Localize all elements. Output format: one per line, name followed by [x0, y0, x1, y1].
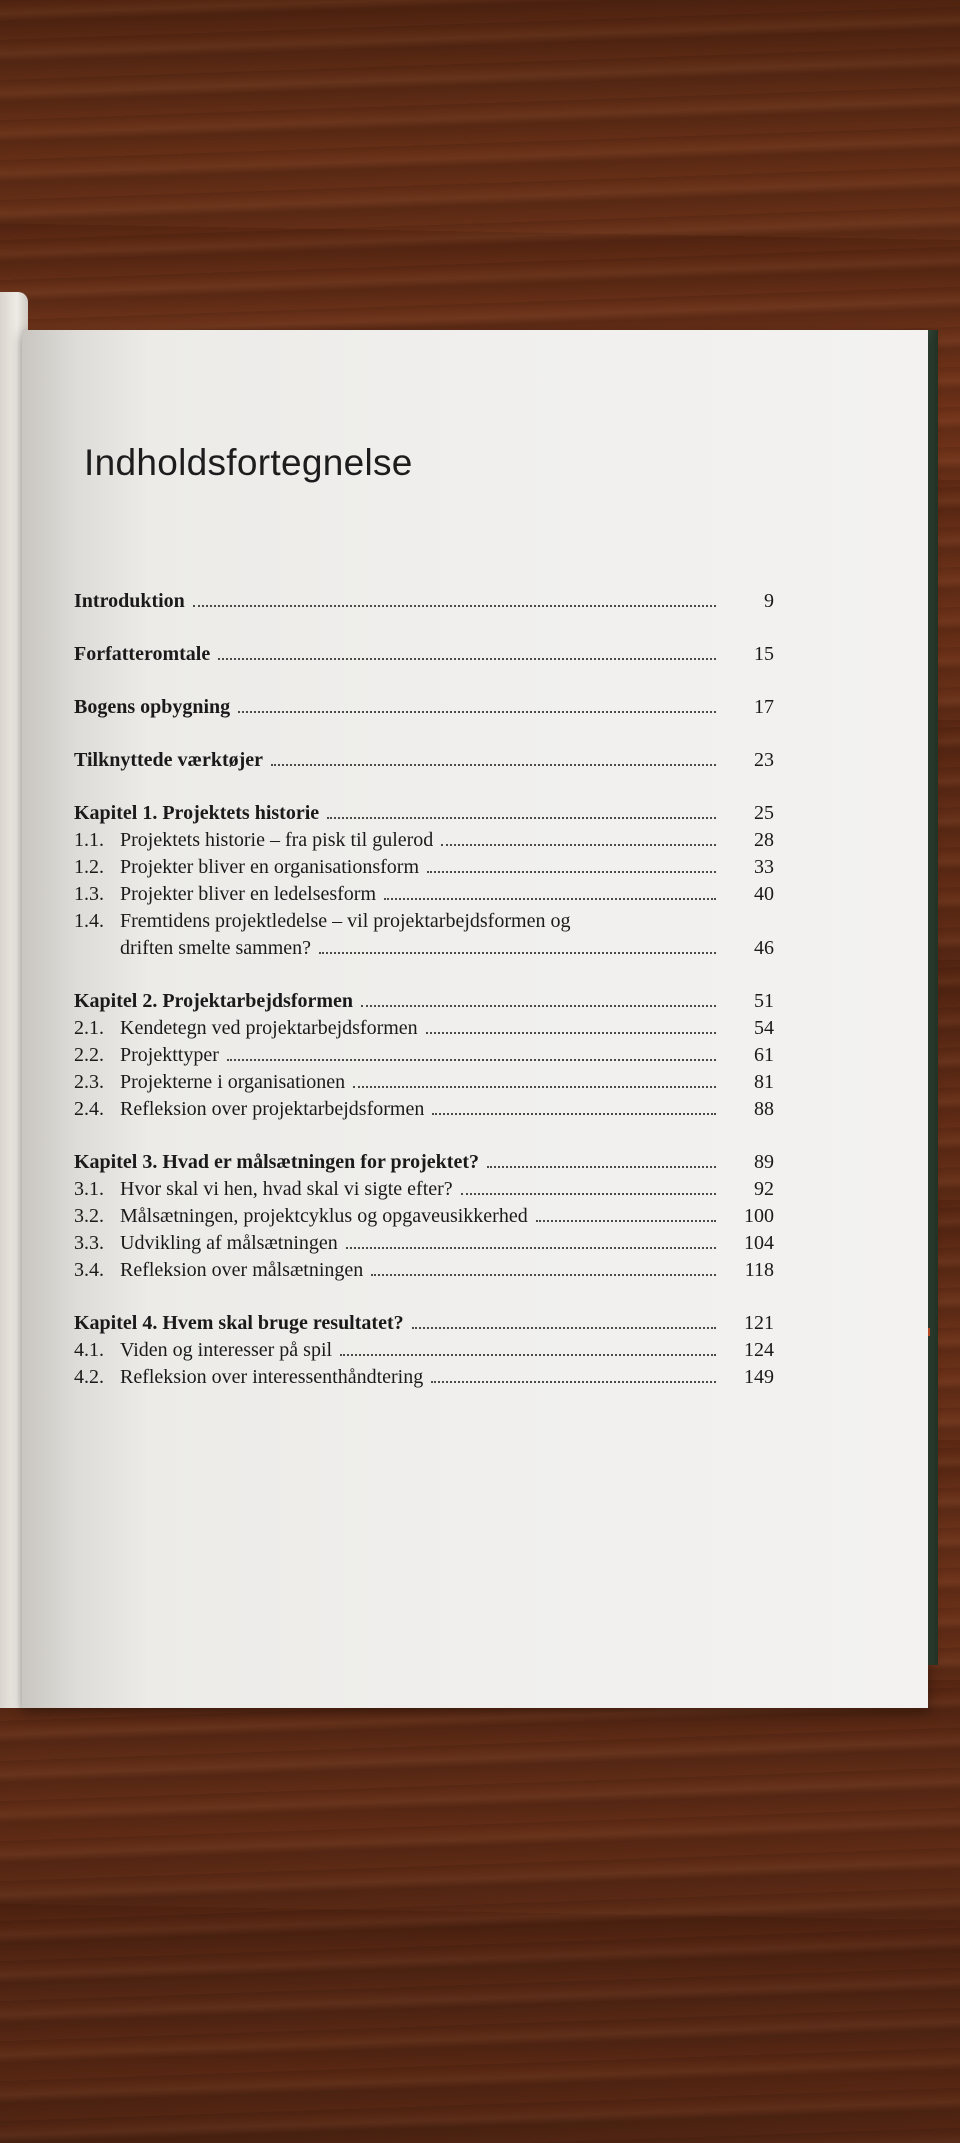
toc-entry-title: Kendetegn ved projektarbejdsformen: [120, 1017, 418, 1039]
toc-entry-number: 3.1.: [74, 1178, 104, 1200]
toc-section-entry: [74, 1069, 774, 1096]
toc-dot-leader: [427, 870, 716, 873]
toc-section-entry: [74, 881, 774, 908]
toc-entry-title: Bogens opbygning: [74, 696, 231, 718]
toc-entry-title: Kapitel 2. Projektarbejdsformen: [74, 990, 354, 1012]
toc-entry-title: Kapitel 4. Hvem skal bruge resultatet?: [74, 1312, 404, 1334]
toc-entry-title: Introduktion: [74, 590, 185, 612]
toc-entry-number: 2.1.: [74, 1017, 104, 1039]
toc-entry-title: Kapitel 3. Hvad er målsætningen for projektet?: [74, 1151, 479, 1173]
toc-entry-title: driften smelte sammen?: [120, 937, 312, 959]
page-title: Indholdsfortegnelse: [84, 442, 413, 483]
toc-page-number: 23: [754, 749, 774, 771]
toc-section-entry: [74, 854, 774, 881]
toc-dot-leader: [327, 816, 716, 819]
toc-section-entry: [74, 1337, 774, 1364]
toc-page-number: 104: [744, 1232, 774, 1254]
toc-chapter-entry: [74, 747, 774, 774]
toc-section-entry: [74, 1257, 774, 1284]
toc-entry-title: Projekttyper: [120, 1044, 219, 1066]
toc-dot-leader: [536, 1219, 716, 1222]
toc-dot-leader: [487, 1165, 716, 1168]
toc-dot-leader: [426, 1031, 716, 1034]
toc-entry-title: Refleksion over målsætningen: [120, 1259, 364, 1281]
toc-page-number: 9: [764, 590, 774, 612]
toc-dot-leader: [340, 1353, 716, 1356]
toc-dot-leader: [361, 1004, 716, 1007]
toc-entry-title: Hvor skal vi hen, hvad skal vi sigte efter?: [120, 1178, 453, 1200]
toc-entry-title: Fremtidens projektledelse – vil projektarbejdsformen og: [120, 910, 571, 932]
toc-entry-number: 4.2.: [74, 1366, 104, 1388]
toc-dot-leader: [412, 1326, 716, 1329]
toc-entry-number: 1.3.: [74, 883, 104, 905]
toc-entry-title: Projekterne i organisationen: [120, 1071, 346, 1093]
toc-section-entry: [74, 1042, 774, 1069]
toc-dot-leader: [218, 657, 716, 660]
toc-page-number: 25: [754, 802, 774, 824]
toc-entry-number: 1.4.: [74, 910, 104, 932]
toc-page-number: 40: [754, 883, 774, 905]
toc-chapter-entry: [74, 988, 774, 1015]
toc-page-number: 149: [744, 1366, 774, 1388]
toc-page-number: 54: [754, 1017, 774, 1039]
toc-page-number: 15: [754, 643, 774, 665]
toc-entry-title: Tilknyttede værktøjer: [74, 749, 264, 771]
toc-section-entry: [74, 1364, 774, 1391]
toc-entry-number: 2.4.: [74, 1098, 104, 1120]
toc-dot-leader: [319, 951, 716, 954]
toc-chapter-entry: [74, 1310, 774, 1337]
toc-entry-title: Forfatteromtale: [74, 643, 211, 665]
toc-page-number: 17: [754, 696, 774, 718]
toc-page-number: 118: [744, 1259, 774, 1281]
toc-chapter-entry: [74, 800, 774, 827]
toc-entry-number: 1.1.: [74, 829, 104, 851]
toc-section-entry: [74, 827, 774, 854]
toc-entry-title: Viden og interesser på spil: [120, 1339, 333, 1361]
toc-chapter-entry: [74, 641, 774, 668]
toc-dot-leader: [384, 897, 716, 900]
toc-page-number: 46: [754, 937, 774, 959]
toc-chapter-entry: [74, 1149, 774, 1176]
toc-dot-leader: [461, 1192, 716, 1195]
toc-dot-leader: [227, 1058, 716, 1061]
toc-page-number: 88: [754, 1098, 774, 1120]
toc-entry-title: Projekter bliver en ledelsesform: [120, 883, 377, 905]
toc-page-number: 51: [754, 990, 774, 1012]
toc-entry-number: 2.2.: [74, 1044, 104, 1066]
toc-dot-leader: [441, 843, 716, 846]
toc-section-entry: [74, 935, 774, 962]
toc-dot-leader: [193, 604, 716, 607]
toc-page-number: 81: [754, 1071, 774, 1093]
toc-entry-title: Projektets historie – fra pisk til gulerod: [120, 829, 434, 851]
toc-chapter-entry: [74, 588, 774, 615]
toc-section-entry: [74, 1176, 774, 1203]
toc-entry-number: 1.2.: [74, 856, 104, 878]
book-page: [22, 330, 928, 1708]
toc-dot-leader: [353, 1085, 716, 1088]
toc-page-number: 100: [744, 1205, 774, 1227]
toc-page-number: 28: [754, 829, 774, 851]
toc-entry-title: Udvikling af målsætningen: [120, 1232, 338, 1254]
toc-entry-title: Refleksion over interessenthåndtering: [120, 1366, 424, 1388]
toc-dot-leader: [271, 763, 716, 766]
toc-section-entry: [74, 1230, 774, 1257]
toc-entry-number: 3.3.: [74, 1232, 104, 1254]
toc-entry-title: Refleksion over projektarbejdsformen: [120, 1098, 425, 1120]
toc-entry-title: Målsætningen, projektcyklus og opgaveusikkerhed: [120, 1205, 528, 1227]
toc-entry-number: 3.4.: [74, 1259, 104, 1281]
toc-page-number: 89: [754, 1151, 774, 1173]
toc-chapter-entry: [74, 694, 774, 721]
toc-section-entry: [74, 908, 774, 935]
toc-dot-leader: [431, 1380, 716, 1383]
toc-dot-leader: [346, 1246, 716, 1249]
toc-page-number: 121: [744, 1312, 774, 1334]
toc-section-entry: [74, 1096, 774, 1123]
toc-dot-leader: [432, 1112, 716, 1115]
toc-entry-title: Projekter bliver en organisationsform: [120, 856, 420, 878]
toc-entry-number: 3.2.: [74, 1205, 104, 1227]
toc-section-entry: [74, 1203, 774, 1230]
toc-entry-number: 4.1.: [74, 1339, 104, 1361]
toc-dot-leader: [371, 1273, 716, 1276]
toc-page-number: 124: [744, 1339, 774, 1361]
toc-page-number: 61: [754, 1044, 774, 1066]
toc-dot-leader: [238, 710, 716, 713]
toc-section-entry: [74, 1015, 774, 1042]
table-of-contents: [74, 588, 774, 1391]
toc-entry-title: Kapitel 1. Projektets historie: [74, 802, 320, 824]
toc-entry-number: 2.3.: [74, 1071, 104, 1093]
toc-page-number: 92: [754, 1178, 774, 1200]
toc-page-number: 33: [754, 856, 774, 878]
